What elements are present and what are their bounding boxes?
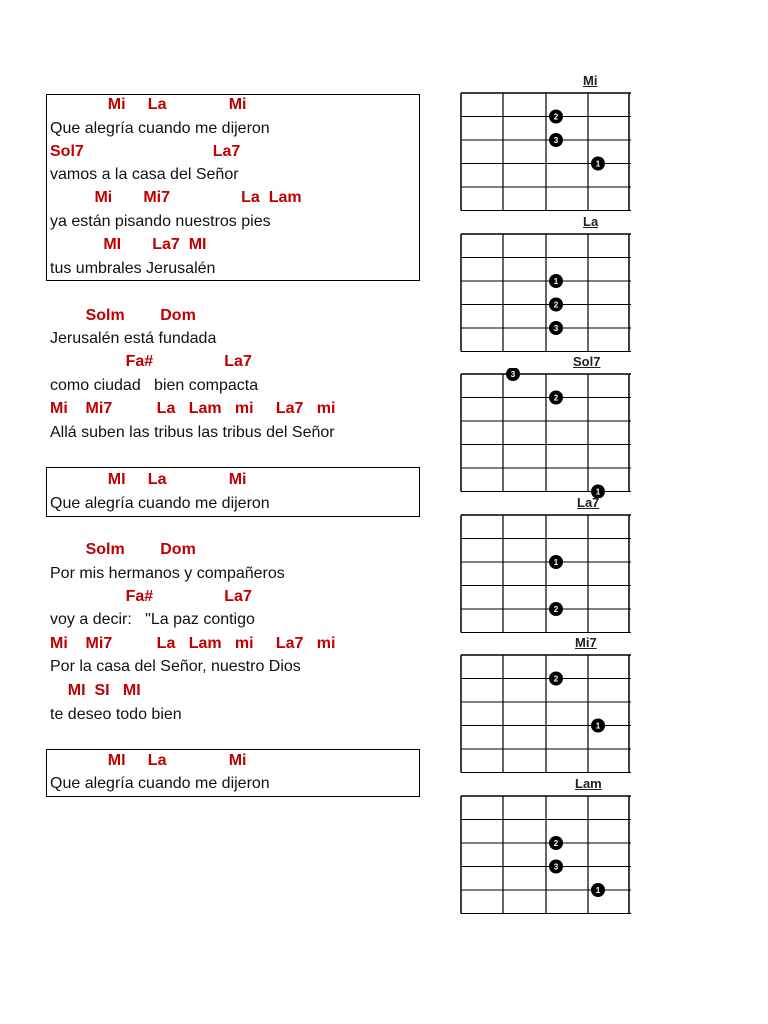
lyric-line: Que alegría cuando me dijeron <box>50 495 270 512</box>
chord-diagram <box>459 790 641 920</box>
chord-diagram <box>459 509 641 639</box>
lyric-line: ya están pisando nuestros pies <box>50 213 271 230</box>
finger-number: 2 <box>553 838 559 848</box>
finger-number: 1 <box>553 276 559 286</box>
lyric-line: voy a decir: "La paz contigo <box>50 611 255 628</box>
chord-diagram <box>459 87 641 217</box>
finger-dot <box>549 321 563 335</box>
lyric-line: Por la casa del Señor, nuestro Dios <box>50 658 301 675</box>
finger-number: 3 <box>510 370 516 379</box>
lyric-line: Que alegría cuando me dijeron <box>50 120 270 137</box>
finger-number: 3 <box>553 136 559 145</box>
finger-number: 1 <box>595 885 601 895</box>
chord-diagram-title: Mi <box>583 73 598 88</box>
finger-number: 1 <box>595 487 601 497</box>
finger-number: 2 <box>553 300 559 309</box>
finger-dot <box>549 391 563 405</box>
finger-number: 2 <box>553 112 559 122</box>
chord-line: Mi Mi7 La Lam mi La7 mi <box>50 400 336 417</box>
chord-line: Mi La Mi <box>50 96 247 113</box>
lyric-line: como ciudad bien compacta <box>50 377 259 394</box>
finger-number: 1 <box>553 557 559 567</box>
finger-number: 3 <box>553 323 559 333</box>
finger-number: 2 <box>553 393 559 403</box>
finger-dot <box>549 859 563 873</box>
lyric-line: Jerusalén está fundada <box>50 330 217 347</box>
finger-number: 2 <box>553 674 559 684</box>
finger-dot <box>591 719 605 733</box>
finger-number: 1 <box>595 159 601 169</box>
chord-line: Mi Mi7 La Lam mi La7 mi <box>50 635 336 652</box>
chord-diagram-title: Lam <box>575 775 602 791</box>
finger-dot <box>549 836 563 850</box>
finger-number: 3 <box>553 862 559 871</box>
finger-dot <box>549 133 563 147</box>
finger-dot <box>549 274 563 288</box>
chord-line: Solm Dom <box>50 541 196 558</box>
lyric-line: tus umbrales Jerusalén <box>50 260 216 277</box>
chord-line: Fa# La7 <box>50 353 252 370</box>
chord-diagram <box>459 228 641 358</box>
chord-diagram-title: Mi7 <box>575 635 597 650</box>
chord-diagram <box>459 649 641 779</box>
chord-line: MI La7 MI <box>50 236 207 253</box>
finger-dot <box>549 297 563 311</box>
chord-line: Sol7 La7 <box>50 143 241 160</box>
lyric-line: vamos a la casa del Señor <box>50 166 239 183</box>
lyric-line: Que alegría cuando me dijeron <box>50 775 270 792</box>
finger-dot <box>549 672 563 686</box>
chord-diagram-title: La7 <box>577 494 600 510</box>
lyric-line: te deseo todo bien <box>50 706 182 723</box>
chord-diagram-title: La <box>583 213 599 229</box>
chord-line: Solm Dom <box>50 307 196 324</box>
chord-diagram <box>459 368 641 498</box>
finger-dot <box>549 110 563 124</box>
finger-dot <box>549 555 563 569</box>
finger-dot <box>591 157 605 171</box>
finger-dot <box>549 602 563 616</box>
chord-line: Mi Mi7 La Lam <box>50 189 302 206</box>
chord-diagram-title: Sol7 <box>573 354 601 369</box>
finger-number: 1 <box>595 721 601 731</box>
chord-line: Fa# La7 <box>50 588 252 605</box>
lyric-line: Por mis hermanos y compañeros <box>50 565 285 582</box>
finger-number: 2 <box>553 604 559 614</box>
lyric-line: Allá suben las tribus las tribus del Señor <box>50 424 335 441</box>
finger-dot <box>506 368 520 381</box>
chord-line: MI SI MI <box>50 682 141 699</box>
finger-dot <box>591 883 605 897</box>
chord-line: MI La Mi <box>50 471 247 488</box>
chord-line: MI La Mi <box>50 752 247 769</box>
